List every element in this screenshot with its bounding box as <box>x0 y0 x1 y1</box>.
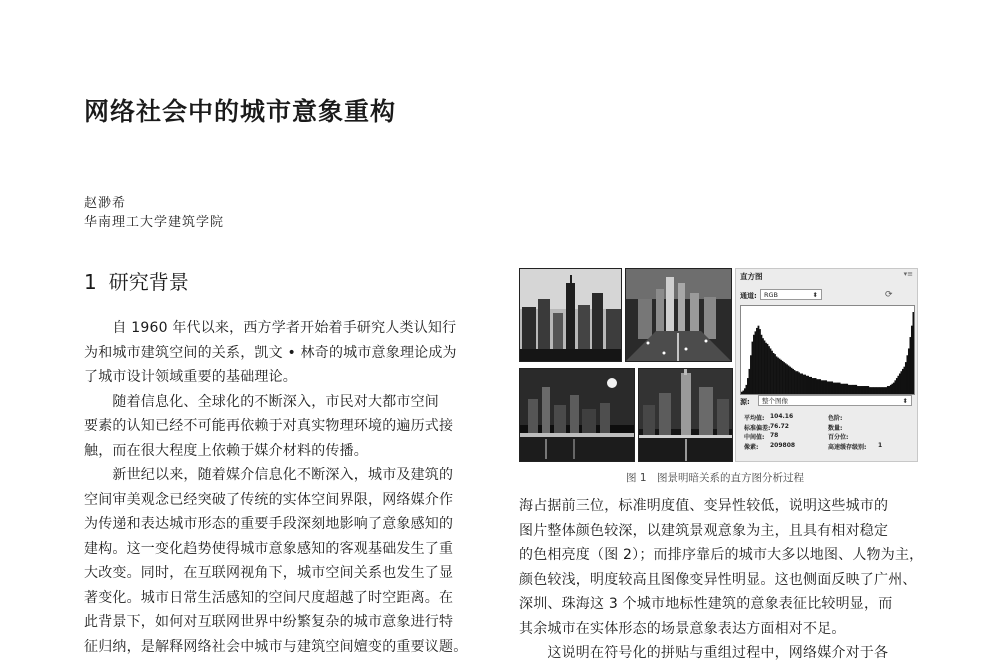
section-heading <box>84 266 189 295</box>
section-number: 1 <box>84 270 97 294</box>
paragraph-line: 空间审美观念已经突破了传统的实体空间界限，网络媒介作 <box>84 491 454 508</box>
stat-value: 209808 <box>770 441 796 449</box>
paragraph-line: 建构。这一变化趋势使得城市意象感知的客观基础发生了重 <box>84 540 454 557</box>
channel-label: 通道: <box>740 292 757 300</box>
paragraph-line: 图片整体颜色较深，以建筑景观意象为主，且具有相对稳定 <box>519 522 889 539</box>
dropdown-arrow-icon: ⬍ <box>902 397 908 405</box>
channel-select-value: RGB <box>764 291 779 299</box>
stat-label: 百分位: <box>828 434 849 441</box>
page-title: 网络社会中的城市意象重构 <box>84 97 397 126</box>
stat-label: 高速缓存级别: <box>828 443 867 451</box>
stat-label: 像素: <box>744 443 759 451</box>
histogram-svg <box>741 306 914 394</box>
section-title: 研究背景 <box>108 270 189 294</box>
histogram-graph <box>740 305 915 395</box>
panel-menu-icon[interactable]: ▾≡ <box>903 270 913 278</box>
paragraph-line: 此背景下，如何对互联网世界中纷繁复杂的城市意象进行特 <box>84 614 454 630</box>
author-affiliation: 华南理工大学建筑学院 <box>84 215 225 230</box>
stat-label: 数量: <box>828 424 843 432</box>
channel-select[interactable] <box>760 289 822 300</box>
paragraph-line: 为传递和表达城市形态的重要手段深刻地影响了意象感知的 <box>84 516 454 532</box>
stat-value: 104.16 <box>770 413 794 420</box>
paragraph-line: 自 1960 年代以来，西方学者开始着手研究人类认知行 <box>84 320 457 336</box>
paragraph-line: 大改变。同时，在互联网视角下，城市空间关系也发生了显 <box>84 565 454 581</box>
histogram-statistics <box>744 413 914 451</box>
paragraph-line: 这说明在符号化的拼贴与重组过程中，网络媒介对于各 <box>519 645 889 661</box>
source-select-value: 整个图像 <box>762 397 788 405</box>
paragraph-line: 海占据前三位，标准明度值、变异性较低，说明这些城市的 <box>519 498 889 514</box>
paragraph-line: 征归纳，是解释网络社会中城市与建筑空间嬗变的重要议题。 <box>84 638 468 655</box>
stat-row <box>744 432 914 442</box>
stat-label: 标准偏差: <box>744 424 771 432</box>
paragraph-line: 了城市设计领域重要的基础理论。 <box>84 369 297 385</box>
source-select[interactable] <box>758 395 912 406</box>
paragraph-line: 新世纪以来，随着媒介信息化不断深入，城市及建筑的 <box>84 467 454 483</box>
stat-row <box>744 413 914 423</box>
paragraph-line: 随着信息化、全球化的不断深入，市民对大都市空间 <box>84 393 439 410</box>
city-skyline-photo-1 <box>519 268 622 362</box>
paragraph-line: 要素的认知已经不可能再依赖于对真实物理环境的遍历式接 <box>84 418 454 434</box>
refresh-icon[interactable]: ⟳ <box>885 290 893 300</box>
city-tower-night-photo <box>638 368 733 462</box>
left-column-text <box>84 316 484 659</box>
source-label: 源: <box>740 398 750 406</box>
paragraph-line: 颜色较浅，明度较高且图像变异性明显。这也侧面反映了广州、 <box>519 571 917 588</box>
stat-value: 1 <box>878 441 883 449</box>
dropdown-arrow-icon: ⬍ <box>812 291 818 299</box>
paragraph-line: 深圳、珠海这 3 个城市地标性建筑的意象表征比较明显，而 <box>519 596 893 612</box>
paragraph-line: 著变化。城市日常生活感知的空间尺度超越了时空距离。在 <box>84 589 454 606</box>
stat-value: 76.72 <box>770 422 789 430</box>
paragraph-line: 触，而在很大程度上依赖于媒介材料的传播。 <box>84 442 368 459</box>
histogram-panel <box>735 268 918 462</box>
city-waterfront-night-photo <box>519 368 635 462</box>
histogram-panel-title: 直方图 <box>740 272 763 281</box>
paragraph-line: 其余城市在实体形态的场景意象表达方面相对不足。 <box>519 620 846 637</box>
paragraph-line: 的色相亮度（图 2）；而排序靠后的城市大多以地图、人物为主， <box>519 547 924 563</box>
author-name: 赵渺希 <box>84 196 127 211</box>
stat-row <box>744 423 914 433</box>
stat-value: 78 <box>770 432 779 439</box>
right-column-text <box>519 494 924 666</box>
stat-label: 色阶: <box>828 415 843 422</box>
paragraph-line: 为和城市建筑空间的关系，凯文 • 林奇的城市意象理论成为 <box>84 344 457 361</box>
histogram-bin <box>913 312 915 394</box>
figure-caption: 图 1 图景明暗关系的直方图分析过程 <box>625 472 805 484</box>
city-night-aerial-photo <box>625 268 732 362</box>
stat-label: 中间值: <box>744 434 765 441</box>
stat-label: 平均值: <box>744 415 765 422</box>
stat-row <box>744 442 914 452</box>
